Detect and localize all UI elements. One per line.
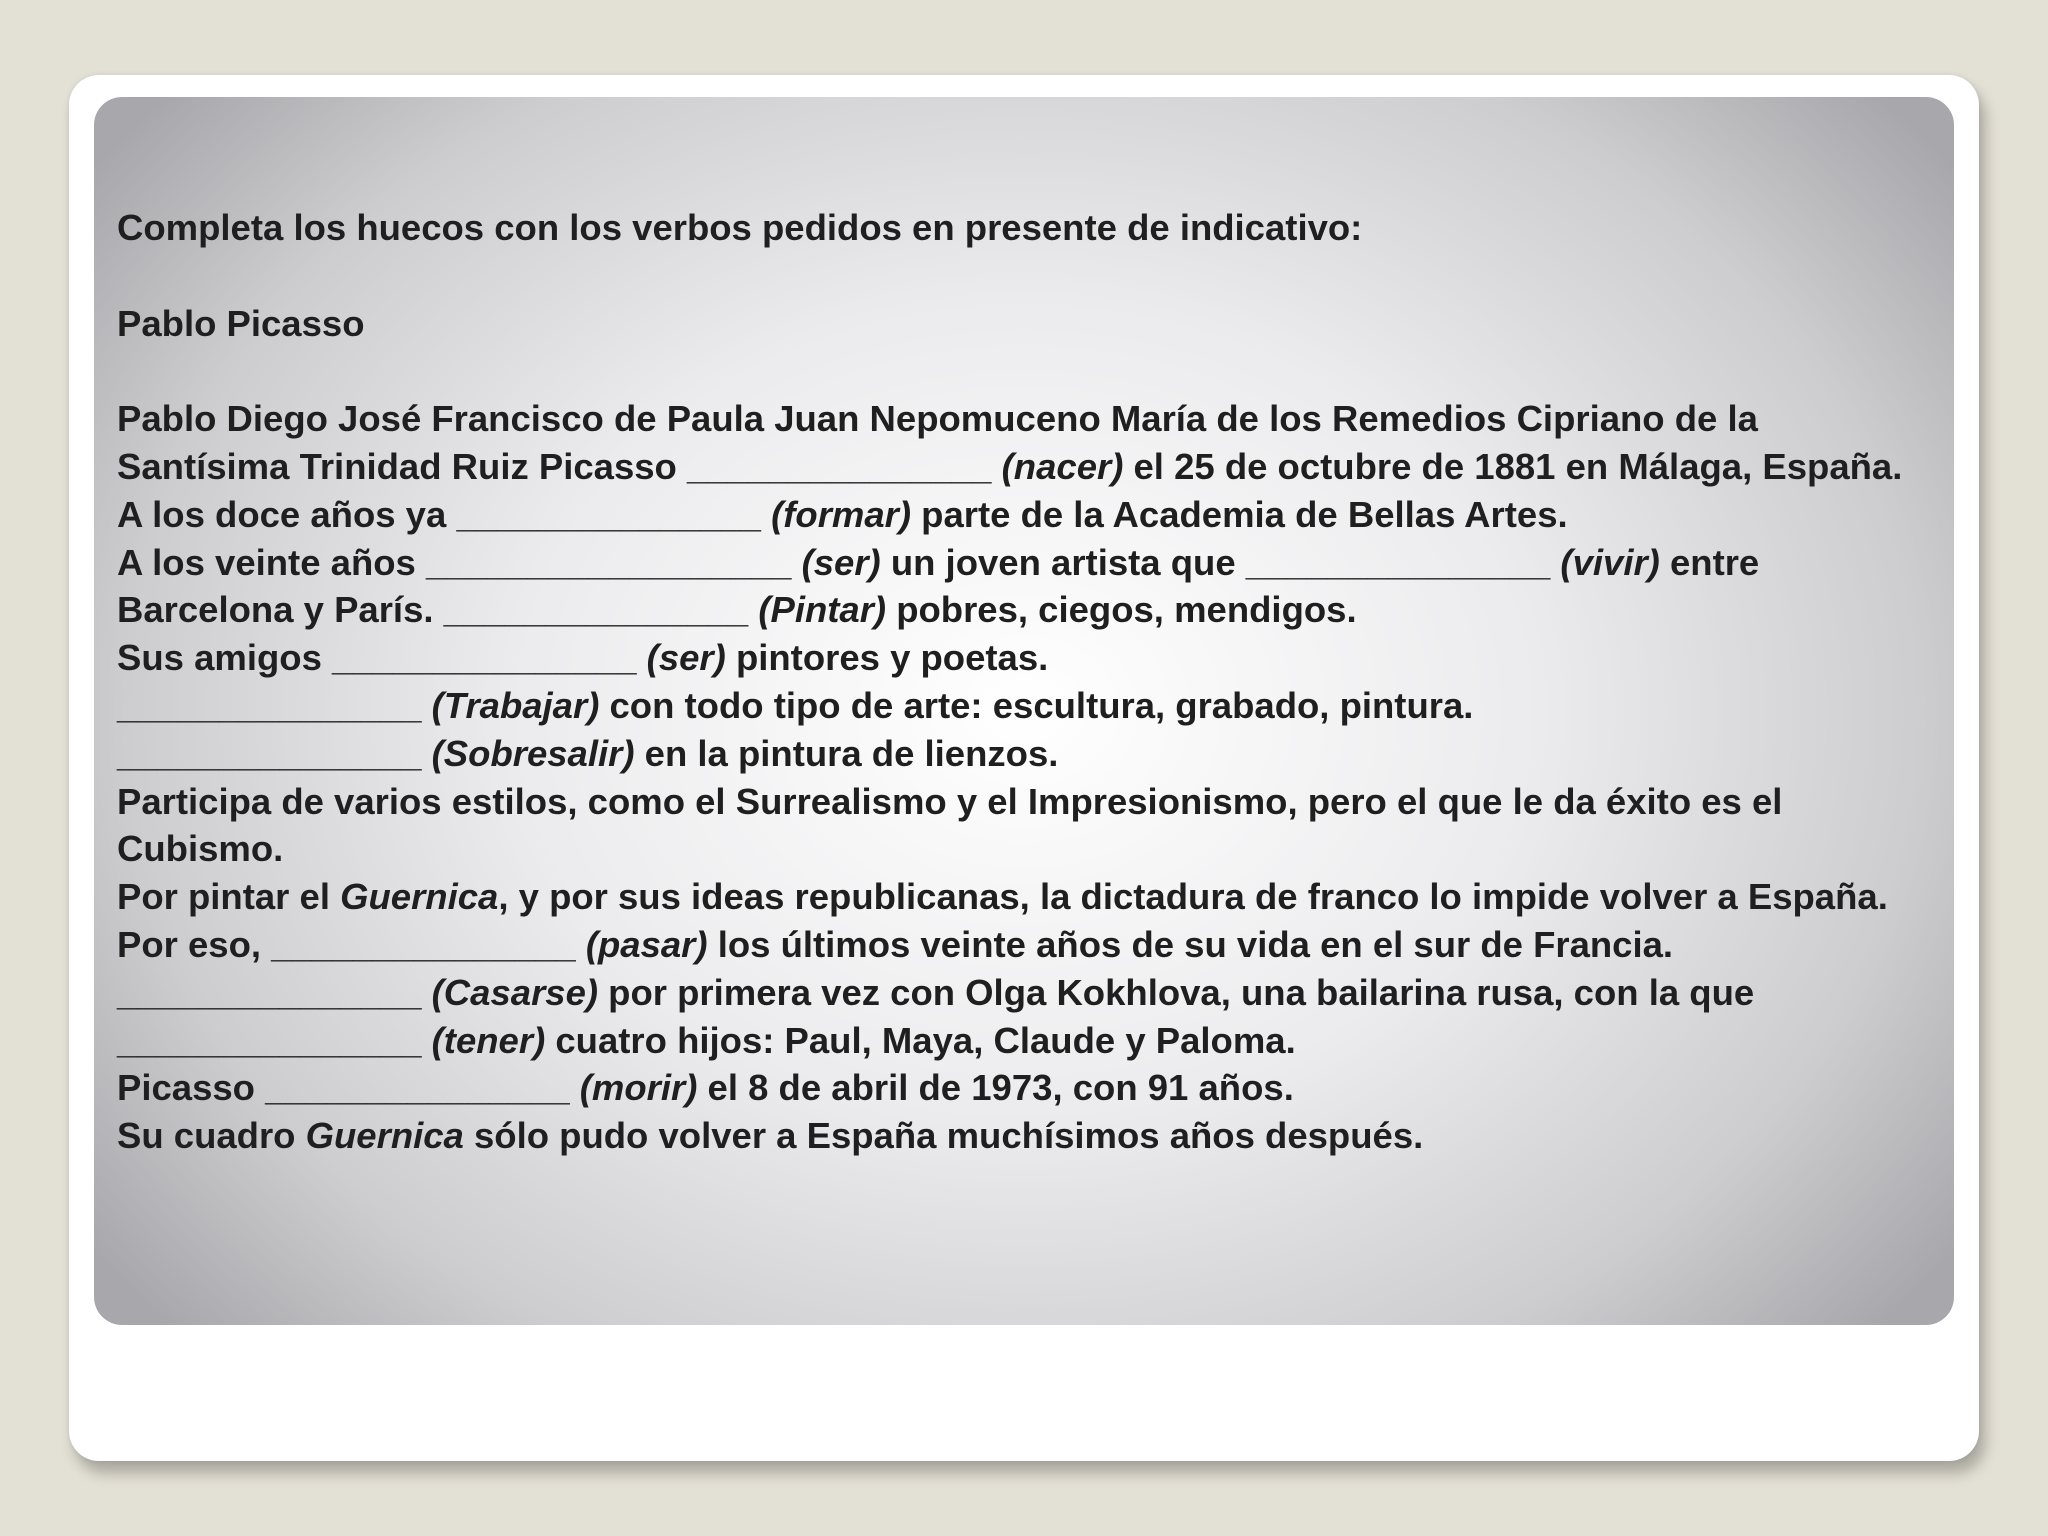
- blank: _______________: [117, 1019, 422, 1061]
- verb-hint: (Casarse): [431, 971, 599, 1013]
- verb-hint: (ser): [801, 541, 881, 583]
- paragraph-work: _______________ (Trabajar) con todo tipo de arte: escultura, grabado, pintura.: [117, 684, 1474, 726]
- instruction: Completa los huecos con los verbos pedidos en presente de indicativo:: [117, 207, 1363, 248]
- blank: _______________: [271, 923, 576, 965]
- verb-hint: (formar): [771, 493, 912, 535]
- blank: _______________: [443, 589, 749, 631]
- paragraph-friends: Sus amigos _______________ (ser) pintores y poetas.: [117, 637, 1049, 679]
- guernica-title: Guernica: [340, 876, 499, 918]
- verb-hint: (Trabajar): [431, 684, 600, 726]
- verb-hint: (pasar): [585, 923, 708, 965]
- blank: _______________: [1245, 541, 1551, 583]
- paragraph-styles: Participa de varios estilos, como el Surrealismo y el Impresionismo, pero el que le da éxito es el Cubismo.: [117, 780, 1783, 870]
- paragraph-death: Picasso _______________ (morir) el 8 de abril de 1973, con 91 años.: [117, 1067, 1294, 1109]
- blank: _______________: [117, 684, 422, 726]
- verb-hint: (morir): [579, 1067, 698, 1109]
- paragraph-academy: A los doce años ya _______________ (formar) parte de la Academia de Bellas Artes.: [117, 493, 1568, 535]
- verb-hint: (tener): [431, 1019, 546, 1061]
- verb-hint: (Sobresalir): [431, 732, 635, 774]
- content-panel: [94, 97, 1954, 1325]
- blank: _______________: [332, 637, 637, 679]
- verb-hint: (ser): [646, 637, 726, 679]
- paragraph-excel: _______________ (Sobresalir) en la pintura de lienzos.: [117, 732, 1059, 774]
- spacer: [117, 252, 1935, 300]
- verb-hint: (vivir): [1560, 541, 1660, 583]
- heading: Pablo Picasso: [117, 302, 365, 344]
- blank: __________________: [426, 541, 792, 583]
- verb-hint: (nacer): [1001, 445, 1124, 487]
- blank: _______________: [456, 493, 761, 535]
- exercise-text: [117, 204, 1935, 1160]
- paragraph-marriage: _______________ (Casarse) por primera vez con Olga Kokhlova, una bailarina rusa, con la que _______________ (tener) cuatro hijos: Paul, Maya, Claude y Paloma.: [117, 971, 1755, 1061]
- paragraph-birth: Pablo Diego José Francisco de Paula Juan Nepomuceno María de los Remedios Cipriano de la Santísima Trinidad Ruiz Picasso _______________ (nacer) el 25 de octubre de 1881 en Málaga, España.: [117, 398, 1903, 487]
- blank: _______________: [117, 971, 422, 1013]
- blank: _______________: [117, 732, 422, 774]
- blank: _______________: [686, 445, 992, 487]
- guernica-title: Guernica: [305, 1115, 464, 1157]
- paragraph-guernica: Por pintar el Guernica, y por sus ideas republicanas, la dictadura de franco lo impide volver a España. Por eso, _______________ (pasar) los últimos veinte años de su vida en el sur de Francia.: [117, 876, 1888, 965]
- paragraph-return: Su cuadro Guernica sólo pudo volver a España muchísimos años después.: [117, 1115, 1424, 1157]
- verb-hint: (Pintar): [758, 589, 887, 631]
- spacer: [117, 347, 1935, 395]
- blank: _______________: [265, 1067, 570, 1109]
- paragraph-twenty: A los veinte años __________________ (ser) un joven artista que _______________ (vivir) entre Barcelona y París. _______________ (Pintar) pobres, ciegos, mendigos.: [117, 541, 1760, 631]
